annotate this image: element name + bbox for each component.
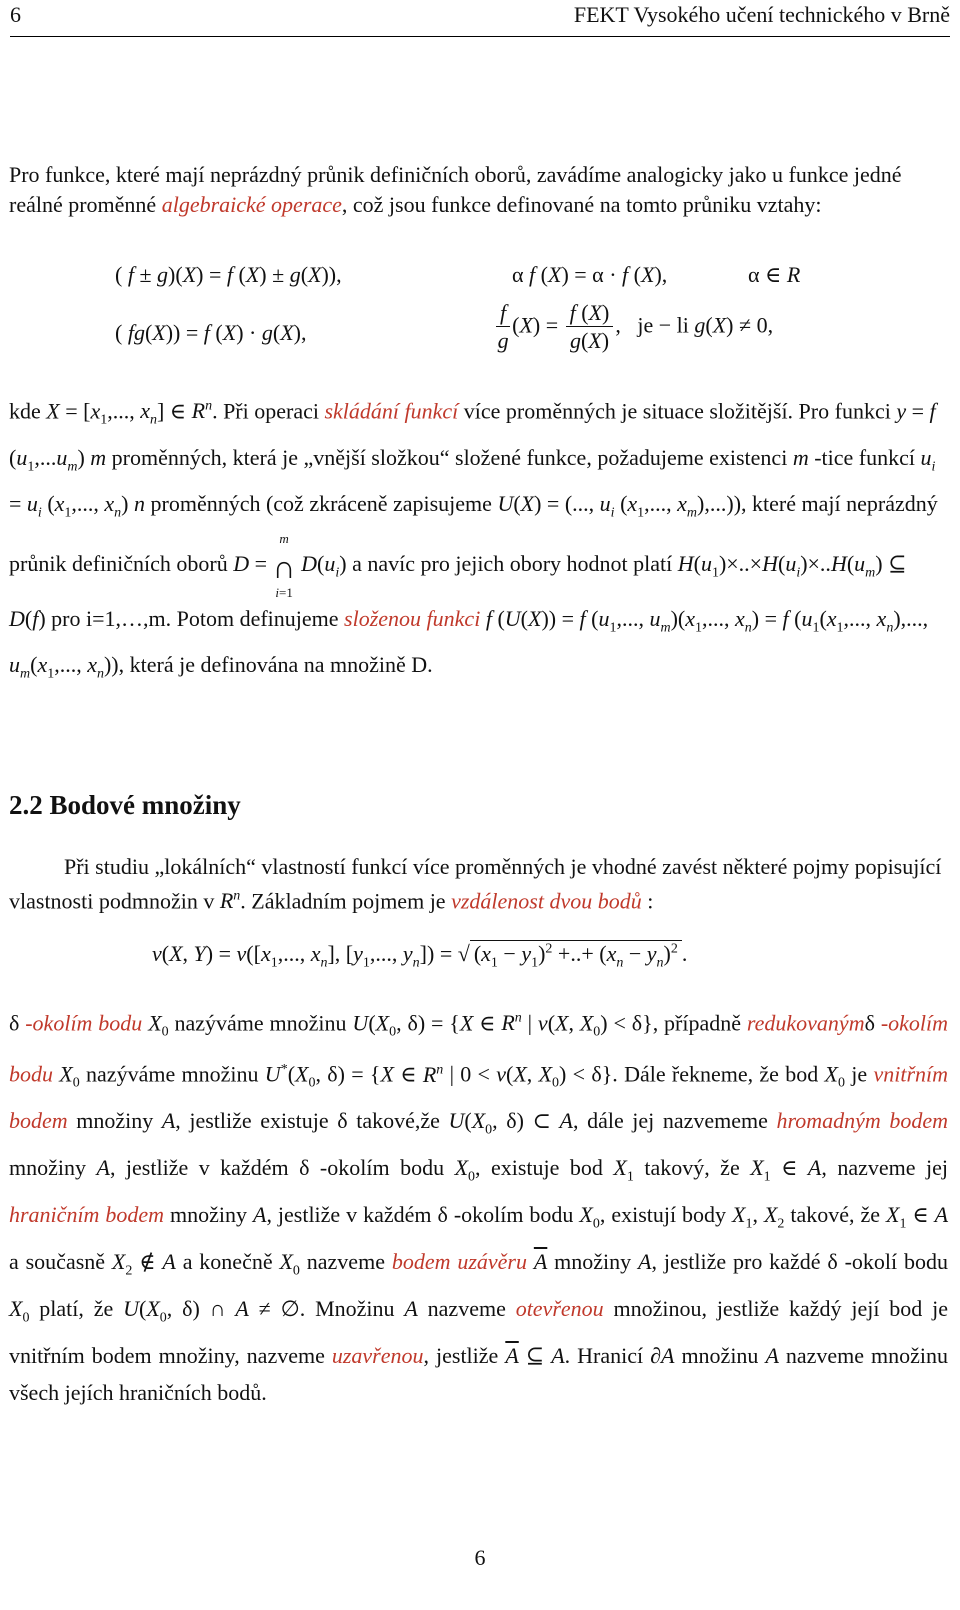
formula-product: ( fg(X)) = f (X) · g(X), (115, 320, 307, 345)
term-open: otevřenou (515, 1296, 604, 1321)
neighborhood-paragraph: δ -okolím bodu $X_0$ nazýváme množinu $U(X_0$, δ) = {X ∈ $R^n$ | v(X, $X_0) < \delta$}, případně redukovanýmδ -okolím bodu $X_0$ nazýváme množinu $U^*(X_0$, δ) = {X ∈ $R^n$ | 0 < v(X, $X_0) < \delta$}. Dále řekneme, že bod $X_0$ je vnitřním bodem množiny A, jestliže existuje δ takové,že $U(X_0$, δ) ⊂ A, dále jej nazvememe hromadným bodem množiny A, jestliže v každém δ -okolím bodu $X_0$, existuje bod $X_1$ takový, že $X_1$ ∈ A, nazveme jej hraničním bodem množiny A, jestliže v každém δ -okolím bodu $X_0$, existují body $X_1$, $X_2$ takové, že $X_1$ ∈ A a současně $X_2$ ∉ A a konečně $X_0$ nazveme bodem uzávěru $\overline{A}$ množiny A, jestliže pro každé δ -okolí bodu $X_0$ platí, že $U(X_0$, δ) ∩ A ≠ ∅. Množinu A nazveme otevřenou množinou, jestliže každý její bod je vnitřním bodem množiny, nazveme uzavřenou, jestliže $\overline{A}$ ⊆ A. Hranicí ∂A množinu A nazveme množinu všech jejích hraničních bodů. (9, 1010, 949, 1406)
footer-page-number: 6 (474, 1545, 486, 1570)
page-header (10, 0, 950, 37)
term-interior-point: vnitřním bodem (9, 1061, 949, 1134)
points-paragraph: Při studiu „lokálních“ vlastností funkcí více proměnných je vhodné zavést některé pojmy popisující vlastnosti podmnožin v $R^n$. Základním pojmem je vzdálenost dvou bodů : (9, 854, 942, 914)
term-distance: vzdálenost dvou bodů (451, 888, 642, 914)
term-composition: skládání funkcí (324, 398, 459, 424)
term-closed: uzavřenou (331, 1342, 424, 1368)
header-page-number: 6 (10, 2, 21, 27)
section-title: 2.2 Bodové množiny (9, 790, 241, 820)
formula-sum: ( f ± g)(X) = f (X) ± g(X)), (115, 262, 342, 287)
term-boundary-point: hraničním bodem (9, 1202, 165, 1228)
header-institution: FEKT Vysokého učení technického v Brně (573, 2, 950, 27)
term-algebraic-operations: algebraické operace (161, 192, 342, 217)
term-reduced: redukovaným (746, 1010, 865, 1036)
formula-distance: v(X, $Y) = v([x_1$,..., $x_n$], [$y_1$,..., $y_n$]) = √ $(x_1 - y_1)^2$ +..+ $(x_n - y_n)^2$ . (152, 941, 688, 971)
intro-paragraph: Pro funkce, které mají neprázdný průnik definičních oborů, zavádíme analogicky jako u funkce jedné reálné proměnné algebraické operace, což jsou funkce definované na tomto průniku vztahy: (9, 162, 902, 217)
formula-quotient: $\frac{f}{g}$ (X) = $\frac{f (X)}{g(X)}$ , je − li g(X) ≠ 0, (497, 300, 774, 353)
composition-paragraph: kde $X = [x_1$,..., $x_n$] ∈ $R^n$. Při operaci skládání funkcí více proměnných je situace složitější. Pro funkci y = f $(u_1,...u_m)$ m proměnných, která je „vnější složkou“ složené funkce, požadujeme existenci m -tice funkcí $u_i = u_i$ ($x_1$,..., $x_n$) n proměnných (což zkráceně zapisujeme U(X) = (..., $u_i$ ($x_1$,..., $x_m$),...)), které mají neprázdný průnik definičních oborů D = m ∩ i=1 $D(u_i)$ a navíc pro jejich obory hodnot platí $H(u_1)\times..\times H(u_i)\times..H(u_m)$ ⊆ D(f) pro i=1,…,m. Potom definujeme složenou funkci f (U(X)) = f ($u_1$,..., $u_m)(x_1$,..., $x_n) = f$ ($u_1(x_1$,..., $x_n$),..., $u_m(x_1$,..., $x_n$)), která je definována na množině D. (9, 398, 938, 682)
term-composite-function: složenou funkci (344, 605, 481, 631)
term-neighborhood: -okolím bodu (25, 1010, 143, 1036)
formula-scalar: α f (X) = α · f (X), (512, 262, 668, 287)
formula-alpha-real: α ∈ R (748, 262, 801, 287)
term-closure-point: bodem uzávěru (391, 1249, 527, 1275)
term-accumulation-point: hromadným bodem (776, 1108, 949, 1134)
